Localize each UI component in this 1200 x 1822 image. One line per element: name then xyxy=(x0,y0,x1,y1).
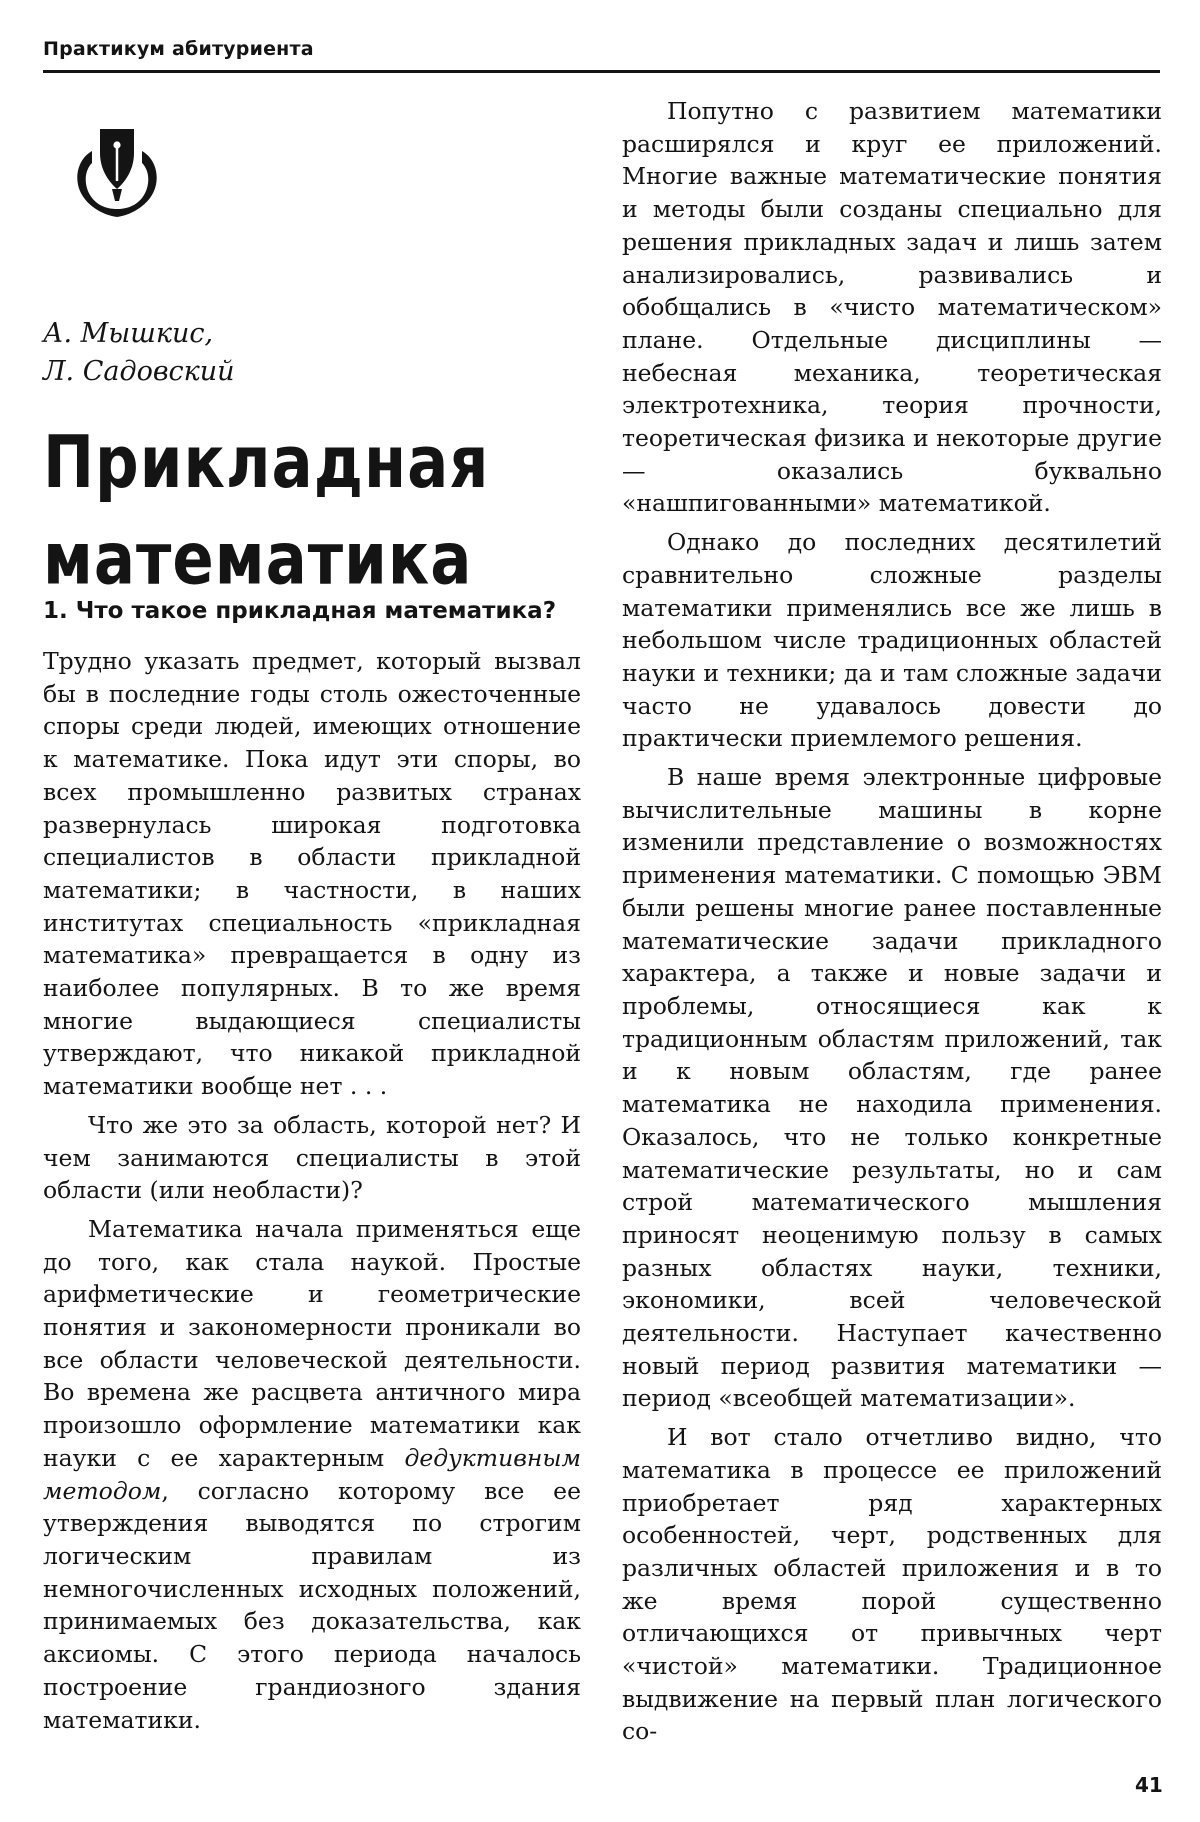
body-paragraph: И вот стало отчетливо видно, что математика в процессе ее приложений приобретает ряд характерных особенностей, черт, родственных для различных областей приложения и в то же время порой существенно отличающихся от привычных черт «чистой» математики. Традиционное выдвижение на первый план логического со- xyxy=(622,1423,1162,1746)
section-heading: 1. Что такое прикладная математика? xyxy=(43,598,557,624)
title-line: Прикладная xyxy=(43,420,490,505)
paragraph-text: Математика начала применяться еще до того, как стала наукой. Простые арифметические и геометрические понятия и закономерности проникали во все области человеческой деятельности. Во времена же расцвета античного мира произошло оформление математики как науки с ее характерным xyxy=(43,1214,581,1472)
body-paragraph: В наше время электронные цифровые вычислительные машины в корне изменили представление о возможностях применения математики. С помощью ЭВМ были решены многие ранее поставленные математические задачи прикладного характера, а также и новые задачи и проблемы, относящиеся как к традиционным областям приложений, так и к новым областям, где ранее математика не находила применения. Оказалось, что не только конкретные математические результаты, но и сам строй математического мышления приносят неоценимую пользу в самых разных областях науки, техники, экономики, всей человеческой деятельности. Наступает качественно новый период развития математики — период «всеобщей математизации». xyxy=(622,763,1162,1413)
paragraph-text: , согласно которому все ее утверждения выводятся по строгим логическим правилам из немногочисленных исходных положений, принимаемых без доказательства, как аксиомы. С этого периода началось построение грандиозного здания математики. xyxy=(43,1476,581,1734)
title-line: математика xyxy=(43,517,473,602)
author-name: Л. Садовский xyxy=(43,356,235,387)
page-number: 41 xyxy=(1135,1773,1163,1797)
body-paragraph: Попутно с развитием математики расширялся и круг ее приложений. Многие важные математические понятия и методы были созданы специально для решения прикладных задач и лишь затем анализировались, развивались и обобщались в «чисто математическом» плане. Отдельные дисциплины — небесная механика, теоретическая электротехника, теория прочности, теоретическая физика и некоторые другие — оказались буквально «нашпигованными» математикой. xyxy=(622,97,1163,518)
author-name: А. Мышкис, xyxy=(43,318,214,349)
body-paragraph: Что же это за область, которой нет? И чем занимаются специалисты в этой области (или необласти)? xyxy=(43,1110,581,1205)
left-column xyxy=(43,645,581,1736)
body-paragraph xyxy=(43,1213,581,1736)
body-paragraph: Однако до последних десятилетий сравнительно сложные разделы математики применялись все же лишь в небольшом числе традиционных областей науки и техники; да и там сложные задачи часто не удавалось довести до практически приемлемого решения. xyxy=(622,528,1162,753)
right-column xyxy=(622,95,1162,1748)
emphasized-term: дедуктивным методом xyxy=(43,1443,581,1505)
article-title xyxy=(43,415,603,609)
body-paragraph: Трудно указать предмет, который вызвал бы в последние годы столь ожесточенные споры среди людей, имеющих отношение к математике. Пока идут эти споры, во всех промышленно развитых странах развернулась широкая подготовка специалистов в области прикладной математики; в частности, в наших институтах специальность «прикладная математика» превращается в одну из наиболее популярных. В то же время многие выдающиеся специалисты утверждают, что никакой прикладной математики вообще нет . . . xyxy=(43,647,581,1101)
header-rule xyxy=(43,70,1160,73)
pen-nib-logo-icon xyxy=(72,123,162,223)
running-header: Практикум абитуриента xyxy=(43,38,314,60)
authors xyxy=(43,315,235,391)
